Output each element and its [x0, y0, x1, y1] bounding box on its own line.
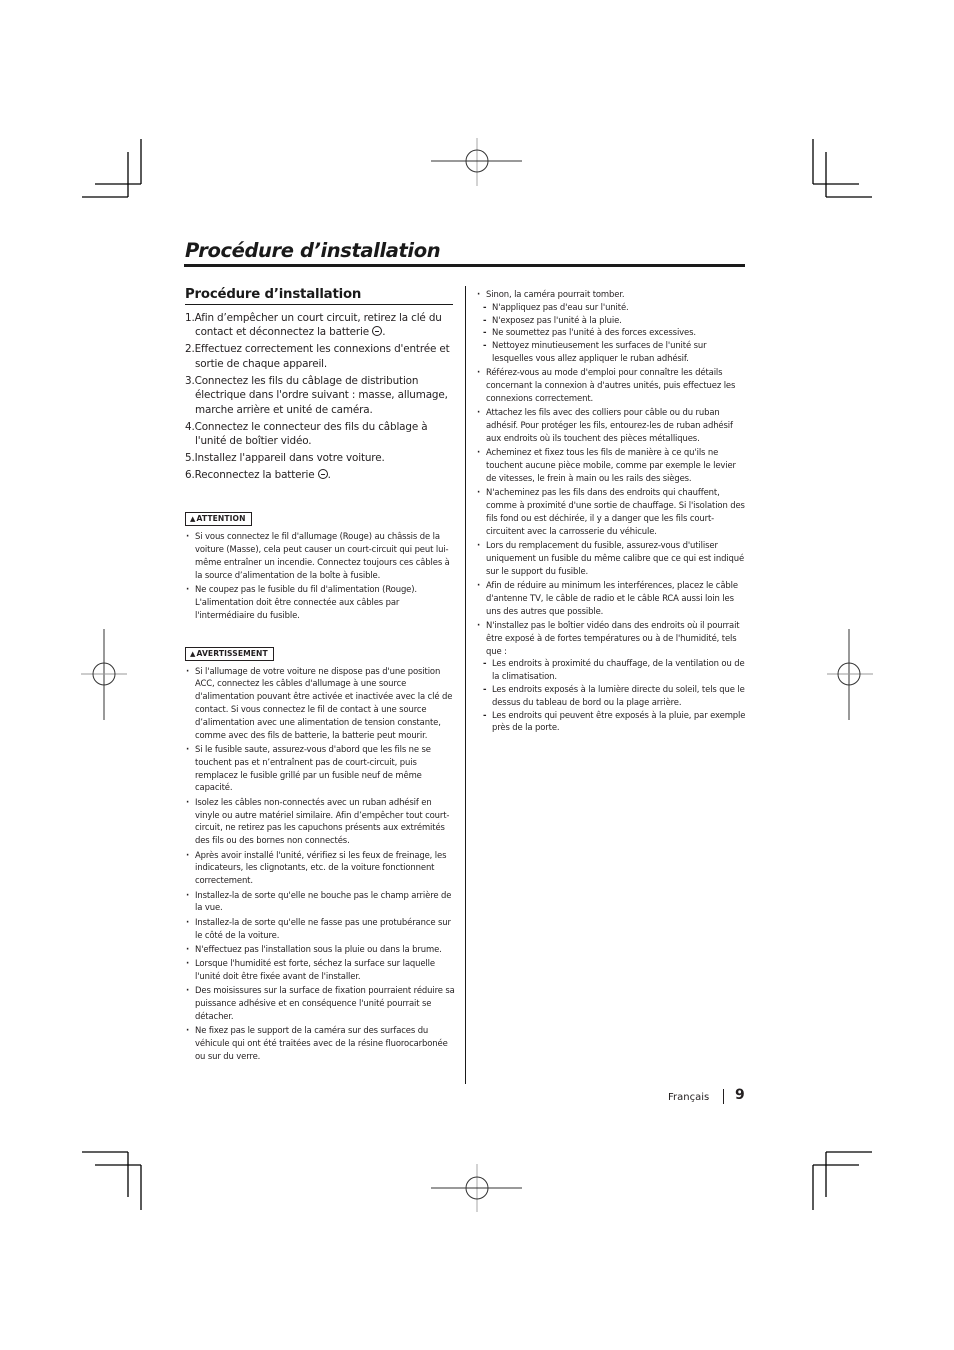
attention-label: ▲ATTENTION [185, 512, 252, 526]
crop-mark-bottom-left [82, 1152, 141, 1210]
left-column [185, 287, 455, 1064]
list-item: · Si vous connectez le fil d'allumage (Rouge) au châssis de la voiture (Masse), cela peut causer un court-circuit qui peut lui-même entraîner un incendie. Connectez toujours ces câbles à la source d’alimentation de la boîte à fusible. [185, 530, 455, 581]
list-item: · Lorsque l'humidité est forte, séchez la surface sur laquelle l'unité doit être fixée avant de l'installer. [185, 957, 455, 983]
step-item: 5.Installez l'appareil dans votre voiture. [185, 452, 385, 465]
sub-list-item: - Nettoyez minutieusement les surfaces de l'unité sur lesquelles vous allez appliquer le ruban adhésif. [476, 339, 746, 365]
list-item: · Des moisissures sur la surface de fixation pourraient réduire sa puissance adhésive et en conséquence l'unité pourrait se détacher. [185, 984, 455, 1022]
list-item: · Installez-la de sorte qu'elle ne bouche pas le champ arrière de la vue. [185, 889, 455, 915]
list-item: · N'acheminez pas les fils dans des endroits qui chauffent, comme à proximité d'une sortie de chauffage. Si l'isolation des fils fond ou est déchirée, il y a danger que les fils court-circuitent avec la carrosserie du véhicule. [476, 486, 746, 537]
registration-mark-left [81, 629, 127, 720]
list-item: · Installez-la de sorte qu'elle ne fasse pas une protubérance sur le côté de la voiture. [185, 916, 455, 942]
section-heading: Procédure d’installation [185, 287, 453, 305]
installation-steps [185, 311, 455, 482]
footer-language: Français [668, 1092, 710, 1103]
list-item: · Si l'allumage de votre voiture ne dispose pas d'une position ACC, connectez les câbles d'allumage à une source d'alimentation pouvant être activée et inactivée avec la clé de contact. Si vous connectez le fil de contact à une source d’alimentation avec une alimentation de tension constante, comme avec des fils de batterie, la batterie peut mourir. [185, 665, 455, 742]
sub-list-item: - Ne soumettez pas l'unité à des forces excessives. [476, 326, 746, 339]
avertissement-label: ▲AVERTISSEMENT [185, 647, 274, 661]
crop-mark-top-right [813, 139, 872, 197]
list-item: · Isolez les câbles non-connectés avec un ruban adhésif en vinyle ou autre matériel similaire. Afin d’empêcher tout court-circuit, ne retirez pas les capuchons présents aux extrémités des fils ou des bornes non connectés. [185, 796, 455, 847]
list-item: · Acheminez et fixez tous les fils de manière à ce qu'ils ne touchent aucune pièce mobile, comme par exemple le levier de vitesses, le frein à main ou les rails des sièges. [476, 446, 746, 484]
sub-list-item: - Les endroits exposés à la lumière directe du soleil, tels que le dessus du tableau de bord ou la plage arrière. [476, 683, 746, 709]
sub-list [476, 301, 746, 365]
list-item: · Afin de réduire au minimum les interférences, placez le câble d'antenne TV, le câble de radio et le câble RCA aussi loin les uns des autres que possible. [476, 579, 746, 617]
registration-mark-top [431, 138, 522, 186]
attention-block [185, 506, 455, 621]
sub-list-item: - N'exposez pas l'unité à la pluie. [476, 314, 746, 327]
page-title: Procédure d’installation [185, 239, 441, 262]
list-item: · Ne coupez pas le fusible du fil d'alimentation (Rouge). L'alimentation doit être connectée aux câbles par l'intermédiaire du fusible. [185, 583, 455, 621]
warning-triangle-icon: ▲ [190, 649, 196, 658]
step-item: 3.Connectez les fils du câblage de distribution électrique dans l'ordre suivant : masse, allumage, marche arrière et unité de caméra. [185, 374, 448, 416]
attention-list [185, 530, 455, 621]
sub-list-item: - Les endroits qui peuvent être exposés à la pluie, par exemple près de la porte. [476, 709, 746, 735]
step-item: 6.Reconnectez la batterie . [185, 469, 331, 482]
avertissement-block [185, 641, 455, 1063]
column-divider [465, 286, 466, 1084]
list-item: · Lors du remplacement du fusible, assurez-vous d'utiliser uniquement un fusible du même calibre que ce qui est indiqué sur le support du fusible. [476, 539, 746, 577]
list-item: · N'installez pas le boîtier vidéo dans des endroits où il pourrait être exposé à de fortes températures ou à de l'humidité, tels que : - Les endroits à proximité du chauffage, de la ventilation ou de la climatisation. - Les endroits exposés à la lumière directe du soleil, tels que le dessus du tableau de bord ou la plage arrière. - Les endroits qui peuvent être exposés à la pluie, par exemple près de la porte. [476, 619, 746, 734]
list-item: · N'effectuez pas l'installation sous la pluie ou dans la brume. [185, 943, 455, 956]
list-item: · Après avoir installé l'unité, vérifiez si les feux de freinage, les indicateurs, les clignotants, etc. de la voiture fonctionnent correctement. [185, 849, 455, 887]
page-number: 9 [735, 1087, 745, 1103]
title-rule [184, 264, 745, 267]
list-item: · Ne fixez pas le support de la caméra sur des surfaces du véhicule qui ont été traitées avec de la résine fluorocarbonée ou sur du verre. [185, 1024, 455, 1062]
precautions-list [476, 288, 746, 734]
list-item: · Attachez les fils avec des colliers pour câble ou du ruban adhésif. Pour protéger les fils, entourez-les de ruban adhésif aux endroits où ils touchent des pièces métalliques. [476, 406, 746, 444]
warning-triangle-icon: ▲ [190, 515, 196, 524]
step-item: 1.Afin d’empêcher un court circuit, retirez la clé du contact et déconnectez la batterie . [185, 312, 442, 339]
list-item: · Sinon, la caméra pourrait tomber. - N'appliquez pas d'eau sur l'unité. - N'exposez pas l'unité à la pluie. - Ne soumettez pas l'unité à des forces excessives. - Nettoyez minutieusement les surfaces de l'unité sur lesquelles vous allez appliquer le ruban adhésif. [476, 288, 746, 365]
battery-negative-icon [318, 469, 328, 479]
avertissement-list [185, 665, 455, 1063]
list-item: · Référez-vous au mode d'emploi pour connaître les détails concernant la connexion à d'autres unités, puis effectuez les connexions correctement. [476, 366, 746, 404]
crop-mark-top-left [82, 139, 141, 197]
registration-mark-right [827, 629, 873, 720]
battery-negative-icon [372, 326, 382, 336]
sub-list [476, 657, 746, 734]
footer-separator [723, 1089, 724, 1104]
right-column [476, 288, 746, 736]
registration-mark-bottom [431, 1164, 522, 1212]
list-item: · Si le fusible saute, assurez-vous d'abord que les fils ne se touchent pas et n’entraînent pas de court-circuit, puis remplacez le fusible grillé par un fusible neuf de même capacité. [185, 743, 455, 794]
sub-list-item: - Les endroits à proximité du chauffage, de la ventilation ou de la climatisation. [476, 657, 746, 683]
crop-mark-bottom-right [813, 1152, 872, 1210]
step-item: 4.Connectez le connecteur des fils du câblage à l'unité de boîtier vidéo. [185, 420, 428, 448]
sub-list-item: - N'appliquez pas d'eau sur l'unité. [476, 301, 746, 314]
step-item: 2.Effectuez correctement les connexions d'entrée et sortie de chaque appareil. [185, 343, 450, 370]
